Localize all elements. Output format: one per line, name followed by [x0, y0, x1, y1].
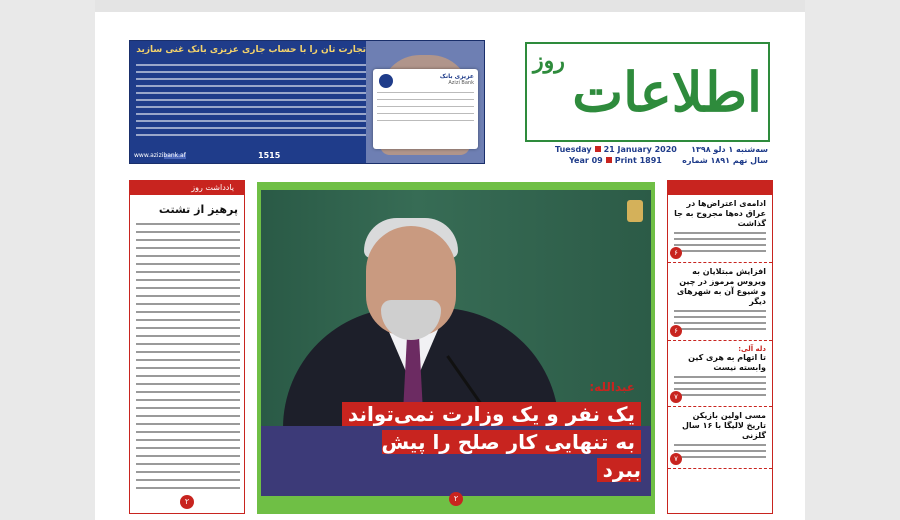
column-top-bar	[668, 181, 772, 195]
bank-card	[373, 69, 478, 149]
lead-headline	[341, 400, 641, 484]
issue-english: Year 09 Print 1891	[569, 156, 662, 165]
page-number-badge: ۷	[670, 391, 682, 403]
editorial-heading: پرهیز از تشتت	[158, 203, 238, 216]
headline-line-1: یک نفر و یک وزارت نمی‌تواند	[342, 402, 641, 426]
page-number-badge: ۶	[670, 247, 682, 259]
card-bank-name-en: Azizi Bank	[448, 80, 474, 86]
brief-body	[674, 444, 766, 458]
date-persian: سه‌شنبه ۱ دلو ۱۳۹۸	[691, 145, 768, 154]
page-number-badge: ۶	[670, 325, 682, 337]
masthead-logo	[525, 42, 770, 142]
news-brief-4[interactable]	[668, 407, 772, 469]
column-tag: یادداشت روز	[130, 181, 244, 195]
headline-line-2: به تنهایی کار صلح را پیش ببرد	[381, 430, 641, 482]
news-brief-2[interactable]	[668, 263, 772, 341]
brief-heading: تا اتهام به هری کین وابسته نیست	[688, 353, 766, 372]
brief-body	[674, 310, 766, 330]
brief-kicker: دله آلی:	[738, 345, 766, 353]
brief-heading: مسی اولین بازیکن تاریخ لالیگا با ۱۶ سال گلزنی	[681, 411, 766, 440]
lead-photo	[261, 190, 651, 496]
emblem-icon	[627, 200, 643, 222]
bank-logo-icon	[379, 74, 393, 88]
bank-advertisement[interactable]	[129, 40, 485, 164]
brief-heading: افزایش مبتلایان به ویروس مرموز در چین و شیوع آن به شهرهای دیگر	[676, 267, 766, 306]
page-number-badge: ۷	[670, 453, 682, 465]
ad-website[interactable]: www.azizibank.af	[134, 152, 186, 159]
news-brief-3[interactable]	[668, 341, 772, 407]
ad-hotline: 1515	[258, 151, 281, 160]
quote-attribution: عبدالله:	[589, 380, 635, 394]
brief-heading: ادامه‌ی اعتراض‌ها در عراق ده‌ها مجروح به جا گذاشت	[674, 199, 766, 228]
card-bank-name: عزیزی بانک	[439, 73, 474, 80]
brief-body	[674, 232, 766, 252]
masthead-title: اطلاعات	[572, 60, 762, 124]
top-margin-strip	[95, 0, 805, 12]
issue-persian: سال نهم ۱۸۹۱ شماره	[682, 156, 768, 165]
page-number-badge: ۲	[449, 492, 463, 506]
page-number-badge: ۲	[180, 495, 194, 509]
editorial-body	[136, 223, 240, 495]
ad-title: تجارت تان را با حساب جاری عزیزی بانک غنی سازید	[136, 45, 366, 55]
ad-body-text	[136, 59, 366, 136]
lead-story[interactable]	[257, 182, 655, 514]
newspaper-front-page	[95, 0, 805, 520]
editorial-column[interactable]	[129, 180, 245, 514]
brief-body	[674, 376, 766, 396]
news-brief-1[interactable]	[668, 195, 772, 263]
news-briefs-column	[667, 180, 773, 514]
date-english: Tuesday 21 January 2020	[555, 145, 677, 154]
dateline	[525, 144, 770, 166]
masthead-subtitle: روز	[533, 48, 565, 74]
